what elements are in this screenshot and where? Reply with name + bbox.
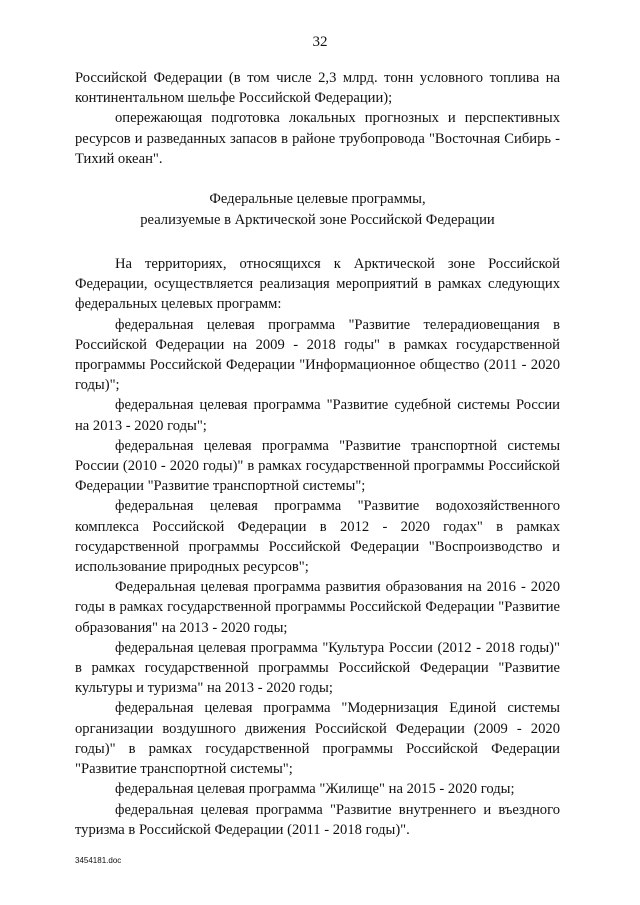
program-item: федеральная целевая программа "Культура России (2012 - 2018 годы)" в рамках государственной программы Российской Федерации "Развитие культуры и туризма" на 2013 - 2020 годы; [75,639,560,697]
document-filename-footer: 3454181.doc [75,856,122,865]
program-item: федеральная целевая программа "Развитие внутреннего и въездного туризма в Российской Федерации (2011 - 2018 годы)". [75,801,560,838]
section-lead-paragraph: На территориях, относящихся к Арктической зоне Российской Федерации, осуществляется реализация мероприятий в рамках следующих федеральных целевых программ: [75,256,560,313]
program-item: федеральная целевая программа "Модернизация Единой системы организации воздушного движения Российской Федерации (2009 - 2020 годы)" в рамках государственной программы Российской Федерации "Развитие транспортной системы"; [75,700,560,778]
intro-paragraph-1: Российской Федерации (в том числе 2,3 млрд. тонн условного топлива на континентальном шельфе Российской Федерации); [75,70,560,107]
intro-paragraph-2: опережающая подготовка локальных прогнозных и перспективных ресурсов и разведанных запасов в районе трубопровода "Восточная Сибирь - Тихий океан". [75,110,560,167]
section-heading-line-2: реализуемые в Арктической зоне Российской Федерации [140,211,495,228]
document-body [75,68,560,840]
section-heading [75,189,560,230]
program-item: Федеральная целевая программа развития образования на 2016 - 2020 годы в рамках государственной программы Российской Федерации "Развитие образования" на 2013 - 2020 годы; [75,579,560,636]
program-item: федеральная целевая программа "Развитие транспортной системы России (2010 - 2020 годы)" в рамках государственной программы Российской Федерации "Развитие транспортной системы"; [75,437,560,495]
program-item: федеральная целевая программа "Развитие судебной системы России на 2013 - 2020 годы"; [75,397,560,434]
program-item: федеральная целевая программа "Развитие телерадиовещания в Российской Федерации на 2009 - 2018 годы" в рамках государственной программы Российской Федерации "Информационное общество (2011 - 2020 годы)"; [75,316,560,394]
program-item: федеральная целевая программа "Развитие водохозяйственного комплекса Российской Федерации в 2012 - 2020 годах" в рамках государственной программы Российской Федерации "Воспроизводство и использование природных ресурсов"; [75,498,560,576]
program-item: федеральная целевая программа "Жилище" на 2015 - 2020 годы; [115,781,515,798]
page-number: 32 [312,34,328,50]
section-heading-line-1: Федеральные целевые программы, [209,191,426,208]
